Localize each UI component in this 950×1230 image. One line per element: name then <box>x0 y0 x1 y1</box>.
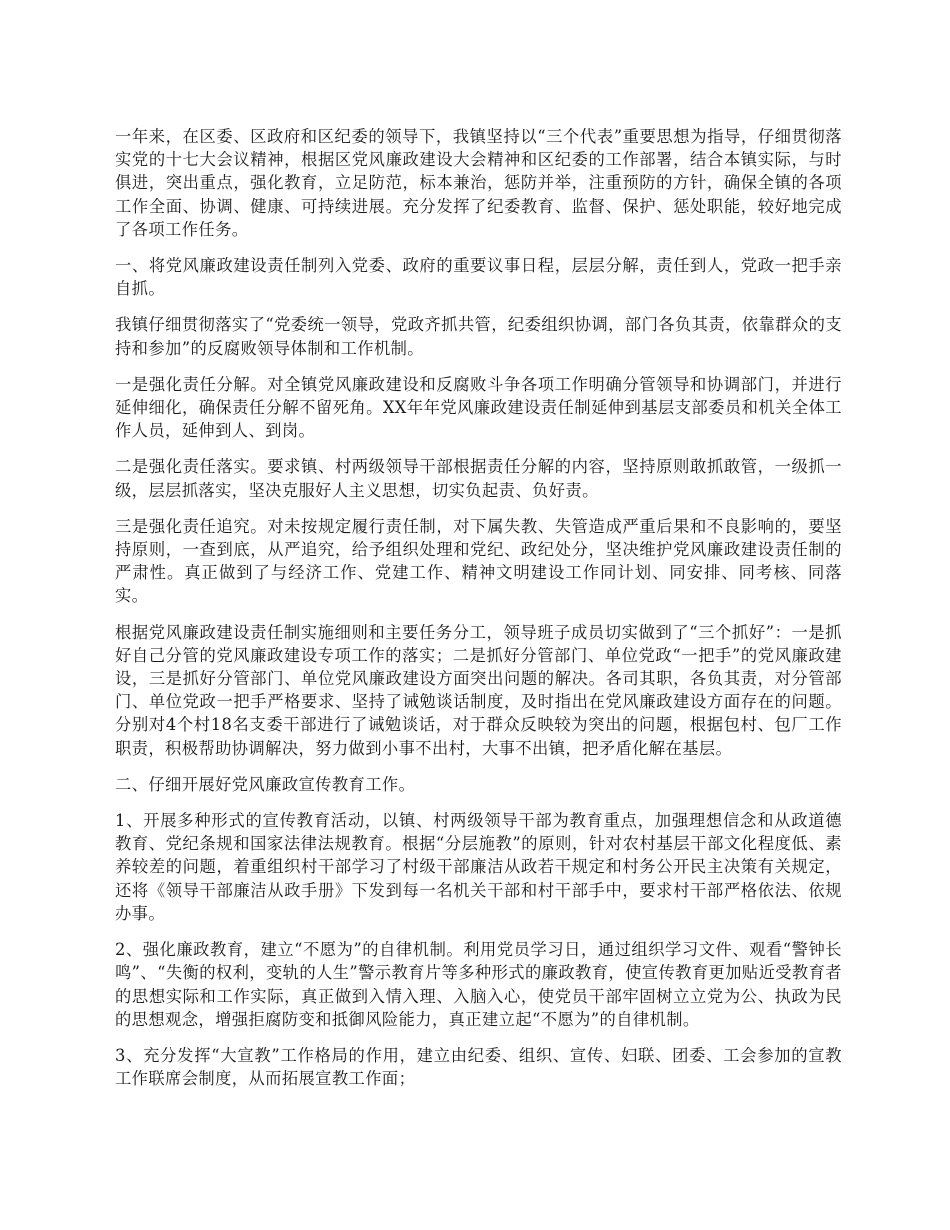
body-paragraph: 二是强化责任落实。要求镇、村两级领导干部根据责任分解的内容，坚持原则敢抓敢管，一级抓一级，层层抓落实，坚决克服好人主义思想，切实负起责、负好责。 <box>115 457 842 500</box>
body-paragraph: 一是强化责任分解。对全镇党风廉政建设和反腐败斗争各项工作明确分管领导和协调部门，并进行延伸细化，确保责任分解不留死角。XX年年党风廉政建设责任制延伸到基层支部委员和机关全体工作人员，延伸到人、到岗。 <box>115 374 842 441</box>
list-item-paragraph: 2、强化廉政教育，建立“不愿为”的自律机制。利用党员学习日，通过组织学习文件、观看“警钟长鸣”、“失衡的权利，变轨的人生”警示教育片等多种形式的廉政教育，使宣传教育更加贴近受教育者的思想实际和工作实际，真正做到入情入理、入脑入心，使党员干部牢固树立立党为公、执政为民的思想观念，增强拒腐防变和抵御风险能力，真正建立起“不愿为”的自律机制。 <box>115 940 842 1029</box>
body-paragraph: 三是强化责任追究。对未按规定履行责任制，对下属失教、失管造成严重后果和不良影响的，要坚持原则，一查到底，从严追究，给予组织处理和党纪、政纪处分，坚决维护党风廉政建设责任制的严肃性。真正做到了与经济工作、党建工作、精神文明建设工作同计划、同安排、同考核、同落实。 <box>115 516 842 606</box>
list-item-paragraph: 1、开展多种形式的宣传教育活动，以镇、村两级领导干部为教育重点，加强理想信念和从政道德教育、党纪条规和国家法律法规教育。根据“分层施教”的原则，针对农村基层干部文化程度低、素养较差的问题，着重组织村干部学习了村级干部廉洁从政若干规定和村务公开民主决策有关规定，还将《领导干部廉洁从政手册》下发到每一名机关干部和村干部手中，要求村干部严格依法、依规办事。 <box>115 811 842 923</box>
section-heading-2: 二、仔细开展好党风廉政宣传教育工作。 <box>115 774 416 794</box>
intro-paragraph: 一年来，在区委、区政府和区纪委的领导下，我镇坚持以“三个代表”重要思想为指导，仔细贯彻落实党的十七大会议精神，根据区党风廉政建设大会精神和区纪委的工作部署，结合本镇实际，与时俱进，突出重点，强化教育，立足防范，标本兼治，惩防并举，注重预防的方针，确保全镇的各项工作全面、协调、健康、可持续进展。充分发挥了纪委教育、监督、保护、惩处职能，较好地完成了各项工作任务。 <box>115 127 842 239</box>
list-item-paragraph: 3、充分发挥“大宣教”工作格局的作用，建立由纪委、组织、宣传、妇联、团委、工会参加的宣教工作联席会制度，从而拓展宣教工作面； <box>115 1045 842 1089</box>
body-paragraph: 根据党风廉政建设责任制实施细则和主要任务分工，领导班子成员切实做到了“三个抓好”：一是抓好自己分管的党风廉政建设专项工作的落实；二是抓好分管部门、单位党政“一把手”的党风廉政建设，三是抓好分管部门、单位党风廉政建设方面突出问题的解决。各司其职，各负其责，对分管部门、单位党政一把手严格要求、坚持了诫勉谈话制度，及时指出在党风廉政建设方面存在的问题。分别对4个村18名支委干部进行了诫勉谈话，对于群众反映较为突出的问题，根据包村、包厂工作职责，积极帮助协调解决，努力做到小事不出村，大事不出镇，把矛盾化解在基层。 <box>115 622 842 758</box>
section-heading-1: 一、将党风廉政建设责任制列入党委、政府的重要议事日程，层层分解，责任到人，党政一把手亲自抓。 <box>115 256 842 299</box>
body-paragraph: 我镇仔细贯彻落实了“党委统一领导，党政齐抓共管，纪委组织协调，部门各负其责，依靠群众的支持和参加”的反腐败领导体制和工作机制。 <box>115 315 842 358</box>
